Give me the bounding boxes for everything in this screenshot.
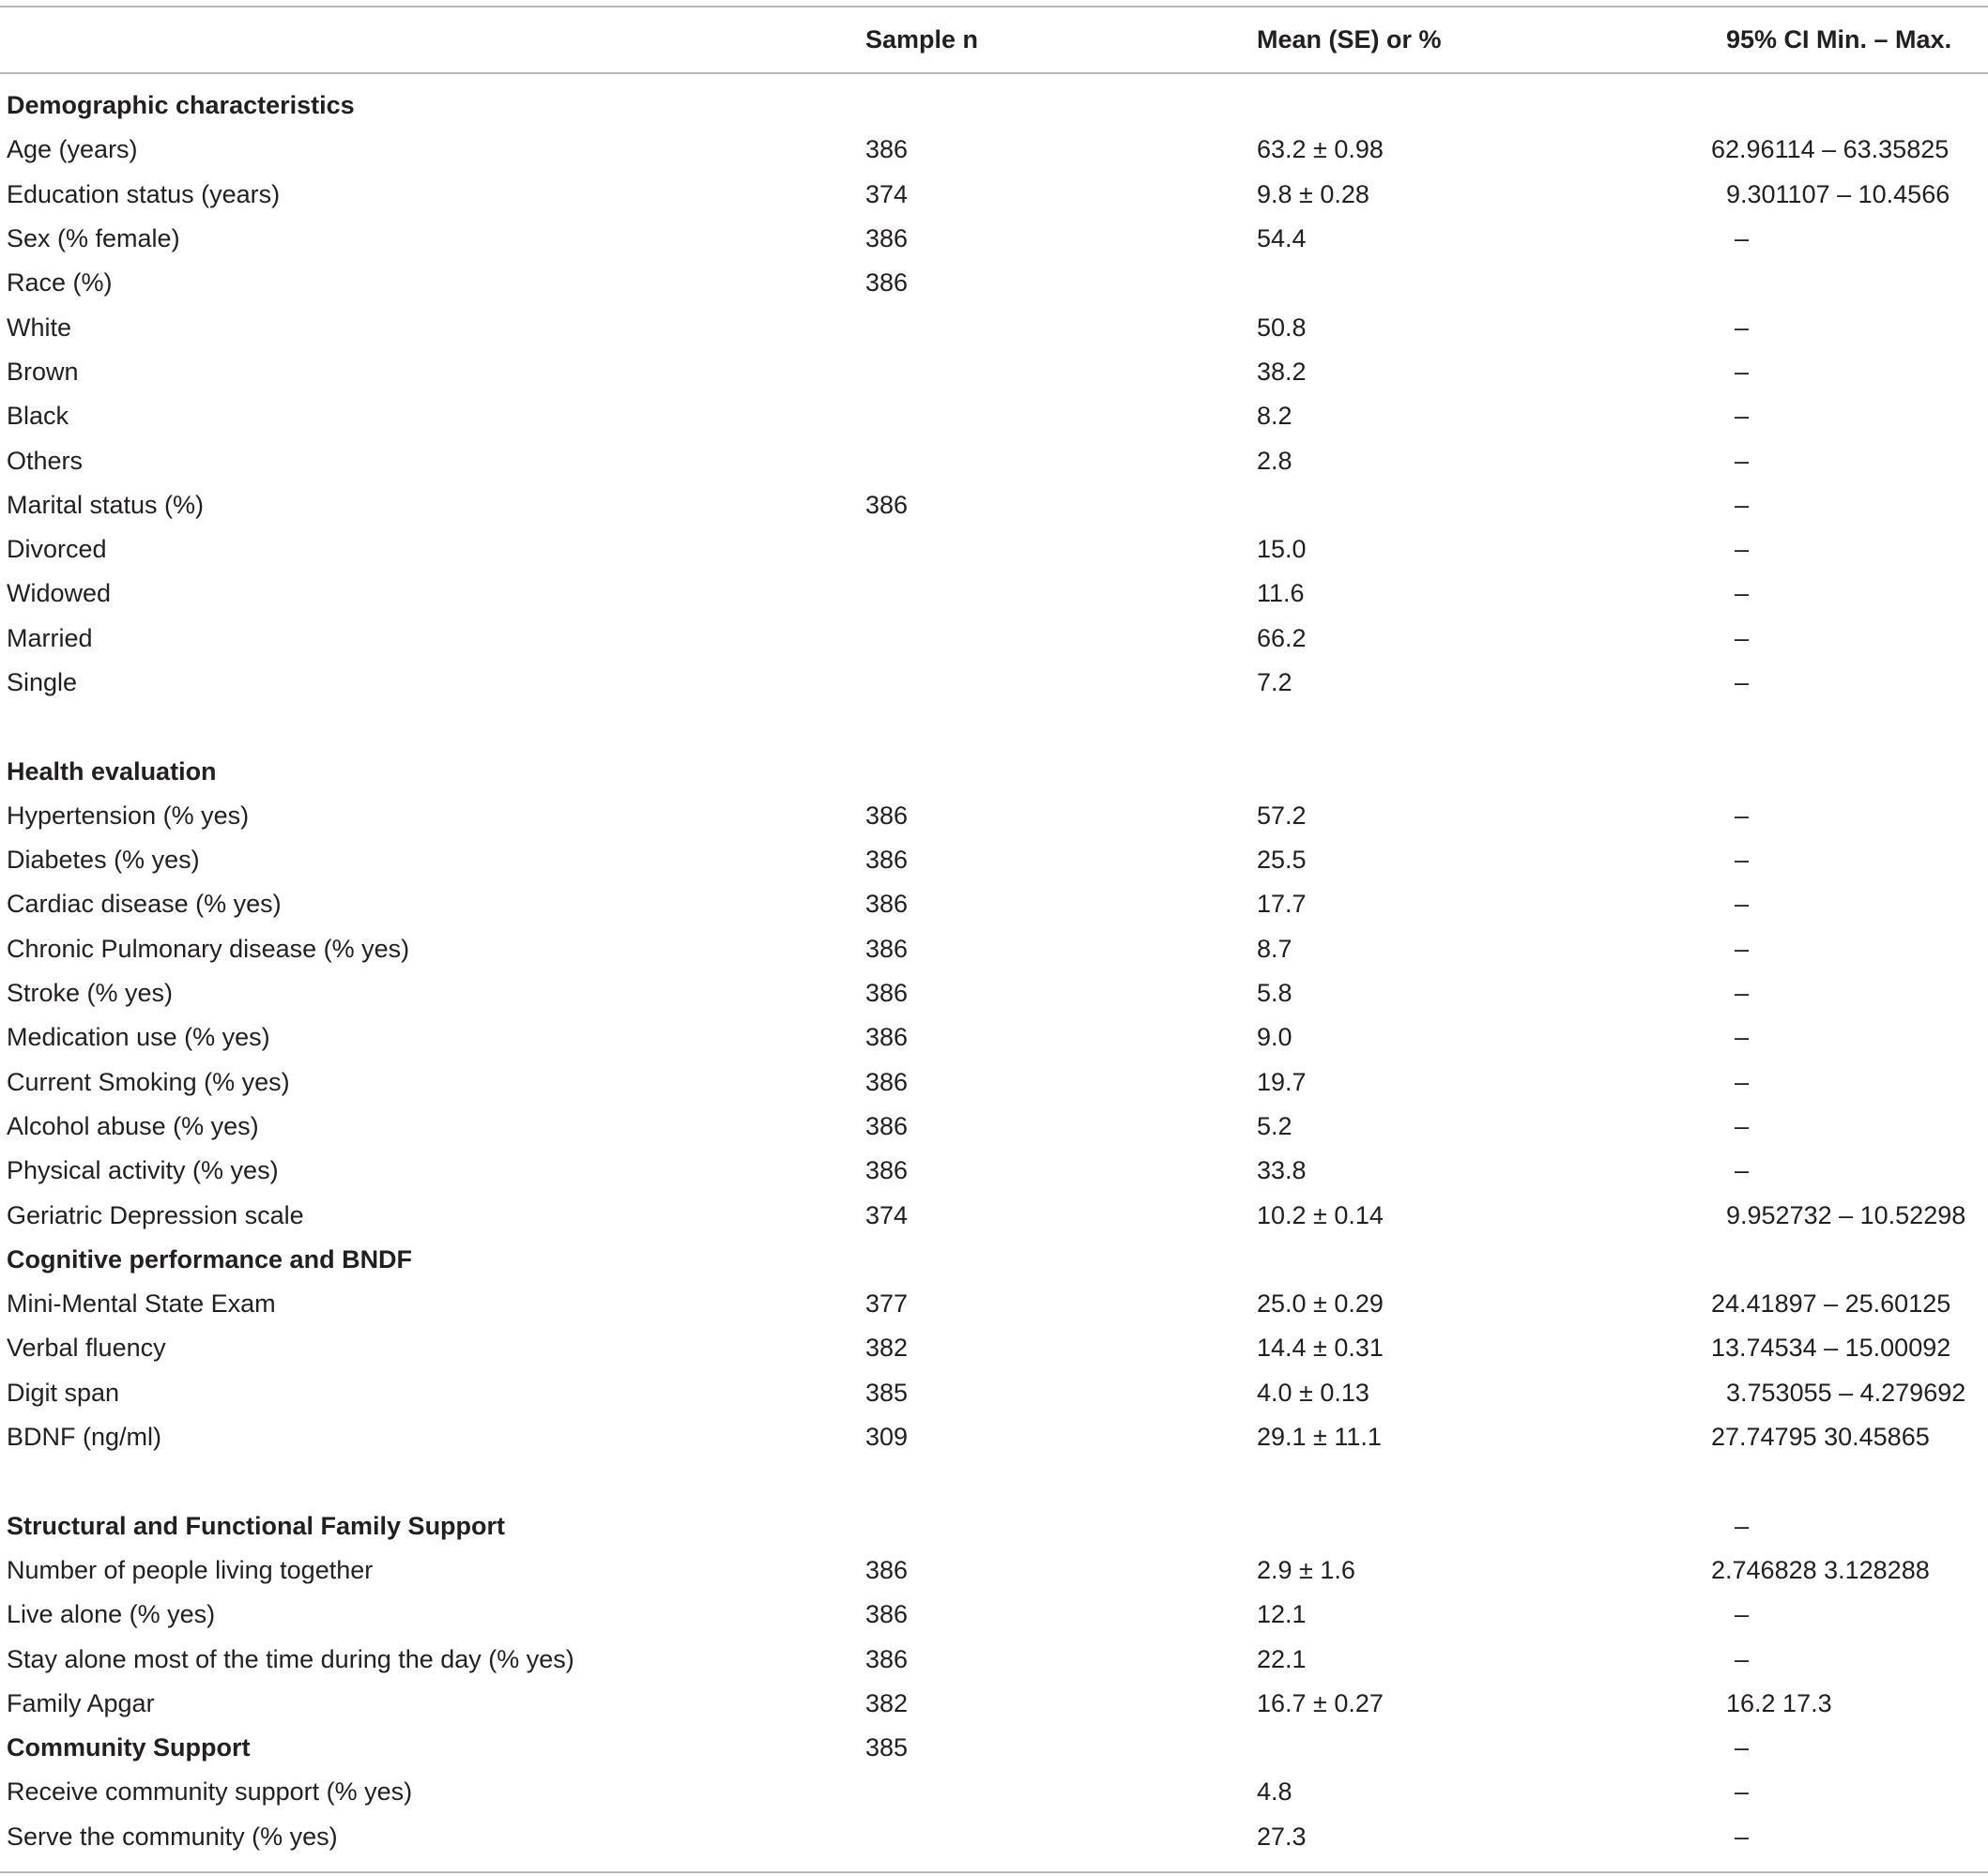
row-label: Live alone (% yes)	[7, 1600, 216, 1629]
sample-n-cell: 386	[865, 1555, 909, 1584]
row-label: BDNF (ng/ml)	[7, 1423, 162, 1452]
ci-cell: –	[1735, 1111, 1750, 1140]
table-row	[0, 971, 1988, 1015]
ci-cell: –	[1735, 1777, 1750, 1807]
mean-cell: 57.2	[1257, 801, 1307, 830]
table-row	[0, 1815, 1988, 1859]
row-label: Verbal fluency	[7, 1334, 166, 1363]
sample-n-cell: 382	[865, 1334, 909, 1363]
sample-n-cell: 386	[865, 1644, 909, 1673]
table-row	[0, 1060, 1988, 1105]
table-row	[0, 261, 1988, 305]
ci-cell: –	[1735, 890, 1750, 919]
table-row	[0, 527, 1988, 572]
mean-cell: 15.0	[1257, 535, 1307, 564]
mean-cell: 22.1	[1257, 1644, 1307, 1673]
mean-cell: 10.2 ± 0.14	[1257, 1200, 1384, 1229]
row-label: Digit span	[7, 1378, 120, 1407]
section-title: Community Support	[7, 1733, 251, 1762]
sample-n-cell: 386	[865, 846, 909, 875]
table-row	[0, 1682, 1988, 1726]
row-label: Number of people living together	[7, 1555, 374, 1584]
sample-n-cell: 309	[865, 1423, 909, 1452]
ci-cell: –	[1735, 979, 1750, 1008]
ci-cell: –	[1735, 446, 1750, 475]
mean-cell: 63.2 ± 0.98	[1257, 135, 1384, 164]
ci-cell: 16.2 17.3	[1726, 1688, 1832, 1717]
ci-cell: –	[1735, 1600, 1750, 1629]
sample-n-cell: 386	[865, 268, 909, 297]
ci-cell: 9.301107 – 10.4566	[1726, 179, 1950, 208]
table-row	[0, 1371, 1988, 1415]
table-row	[0, 927, 1988, 971]
ci-cell: –	[1735, 623, 1750, 652]
sample-n-cell: 386	[865, 934, 909, 963]
section-header	[0, 1504, 1988, 1548]
row-label: Hypertension (% yes)	[7, 801, 250, 830]
ci-cell: 2.746828 3.128288	[1711, 1555, 1930, 1584]
ci-cell: –	[1735, 1023, 1750, 1052]
ci-cell: 62.96114 – 63.35825	[1711, 135, 1950, 164]
row-label: Sex (% female)	[7, 224, 180, 253]
mean-cell: 25.5	[1257, 846, 1307, 875]
mean-cell: 14.4 ± 0.31	[1257, 1334, 1384, 1363]
row-label: Others	[7, 446, 84, 475]
mean-cell: 8.2	[1257, 402, 1292, 431]
mean-cell: 33.8	[1257, 1156, 1307, 1185]
row-label: Medication use (% yes)	[7, 1023, 270, 1052]
section-header	[0, 84, 1988, 128]
table-row	[0, 1149, 1988, 1193]
mean-cell: 19.7	[1257, 1067, 1307, 1096]
sample-n-cell: 374	[865, 179, 909, 208]
table-row	[0, 173, 1988, 217]
mean-cell: 11.6	[1257, 579, 1305, 608]
mean-cell: 7.2	[1257, 668, 1292, 696]
table-row	[0, 1637, 1988, 1681]
sample-n-cell: 386	[865, 490, 909, 519]
ci-cell: –	[1735, 1644, 1750, 1673]
row-label: Diabetes (% yes)	[7, 846, 200, 875]
table-row	[0, 438, 1988, 482]
mean-cell: 29.1 ± 11.1	[1257, 1423, 1382, 1452]
sample-n-cell: 386	[865, 979, 909, 1008]
ci-cell: –	[1735, 490, 1750, 519]
row-label: Race (%)	[7, 268, 113, 297]
mean-cell: 27.3	[1257, 1822, 1307, 1851]
table-rule-bottom	[0, 1871, 1988, 1873]
table-row	[0, 882, 1988, 926]
mean-cell: 4.8	[1257, 1777, 1292, 1807]
ci-cell: –	[1735, 1822, 1750, 1851]
table-row	[0, 794, 1988, 838]
row-label: Stroke (% yes)	[7, 979, 174, 1008]
ci-cell: –	[1735, 1156, 1750, 1185]
section-title: Cognitive performance and BNDF	[7, 1244, 413, 1274]
table-row	[0, 1105, 1988, 1149]
ci-cell: –	[1735, 224, 1750, 253]
row-label: Current Smoking (% yes)	[7, 1067, 290, 1096]
mean-cell: 16.7 ± 0.27	[1257, 1688, 1384, 1717]
row-label: Geriatric Depression scale	[7, 1200, 304, 1229]
sample-n-cell: 386	[865, 890, 909, 919]
table-row	[0, 1326, 1988, 1370]
ci-cell: 13.74534 – 15.00092	[1711, 1334, 1951, 1363]
table-row	[0, 350, 1988, 394]
mean-cell: 2.8	[1257, 446, 1292, 475]
section-header	[0, 749, 1988, 793]
row-label: Physical activity (% yes)	[7, 1156, 279, 1185]
row-label: Married	[7, 623, 93, 652]
sample-n-cell: 386	[865, 801, 909, 830]
ci-cell: –	[1735, 579, 1750, 608]
sample-n-cell: 374	[865, 1200, 909, 1229]
table-rule-header	[0, 72, 1988, 74]
table-row	[0, 128, 1988, 172]
row-label: White	[7, 313, 72, 342]
row-label: Chronic Pulmonary disease (% yes)	[7, 934, 410, 963]
section-header	[0, 1238, 1988, 1282]
mean-cell: 2.9 ± 1.6	[1257, 1555, 1355, 1584]
ci-cell: 27.74795 30.45865	[1711, 1423, 1930, 1452]
mean-cell: 5.2	[1257, 1111, 1292, 1140]
sample-n-cell: 386	[865, 1156, 909, 1185]
table-row	[0, 572, 1988, 616]
table-header	[0, 8, 1988, 72]
row-label: Serve the community (% yes)	[7, 1822, 338, 1851]
row-label: Age (years)	[7, 135, 138, 164]
row-label: Single	[7, 668, 78, 696]
mean-cell: 50.8	[1257, 313, 1307, 342]
row-label: Black	[7, 402, 69, 431]
sample-n-cell: 385	[865, 1733, 909, 1762]
table-row	[0, 1282, 1988, 1326]
sample-n-cell: 385	[865, 1378, 909, 1407]
mean-cell: 66.2	[1257, 623, 1307, 652]
ci-cell: –	[1735, 1511, 1750, 1540]
table-body	[0, 84, 1988, 1859]
mean-cell: 9.8 ± 0.28	[1257, 179, 1369, 208]
row-label: Receive community support (% yes)	[7, 1777, 413, 1807]
row-label: Alcohol abuse (% yes)	[7, 1111, 259, 1140]
section-title: Structural and Functional Family Support	[7, 1511, 506, 1540]
table-row	[0, 661, 1988, 705]
row-label: Family Apgar	[7, 1688, 155, 1717]
ci-cell: –	[1735, 1733, 1750, 1762]
row-label: Education status (years)	[7, 179, 281, 208]
table-row	[0, 305, 1988, 349]
row-label: Marital status (%)	[7, 490, 205, 519]
sample-n-cell: 386	[865, 1023, 909, 1052]
table-row	[0, 1415, 1988, 1459]
mean-cell: 8.7	[1257, 934, 1292, 963]
sample-n-cell: 377	[865, 1289, 909, 1319]
row-label: Mini-Mental State Exam	[7, 1289, 276, 1319]
mean-cell: 12.1	[1257, 1600, 1307, 1629]
ci-cell: –	[1735, 357, 1750, 386]
ci-cell: –	[1735, 846, 1750, 875]
row-label: Stay alone most of the time during the day (% yes)	[7, 1644, 574, 1673]
ci-cell: –	[1735, 934, 1750, 963]
sample-n-cell: 386	[865, 1067, 909, 1096]
mean-cell: 54.4	[1257, 224, 1307, 253]
table-row	[0, 1015, 1988, 1060]
sample-n-cell: 386	[865, 135, 909, 164]
mean-cell: 5.8	[1257, 979, 1292, 1008]
sample-n-cell: 382	[865, 1688, 909, 1717]
table-row	[0, 617, 1988, 661]
ci-cell: 24.41897 – 25.60125	[1711, 1289, 1951, 1319]
section-title: Health evaluation	[7, 756, 217, 785]
ci-cell: –	[1735, 1067, 1750, 1096]
table-row	[0, 838, 1988, 882]
sample-n-cell: 386	[865, 224, 909, 253]
table-row	[0, 217, 1988, 261]
ci-cell: 9.952732 – 10.52298	[1726, 1200, 1966, 1229]
table-row	[0, 1593, 1988, 1637]
row-label: Cardiac disease (% yes)	[7, 890, 282, 919]
section-title: Demographic characteristics	[7, 91, 355, 120]
mean-cell: 17.7	[1257, 890, 1307, 919]
row-label: Widowed	[7, 579, 112, 608]
mean-cell: 4.0 ± 0.13	[1257, 1378, 1369, 1407]
mean-cell: 9.0	[1257, 1023, 1292, 1052]
ci-cell: –	[1735, 668, 1750, 696]
table-row	[0, 1548, 1988, 1593]
column-header-mean: Mean (SE) or %	[1257, 25, 1442, 53]
sample-n-cell: 386	[865, 1111, 909, 1140]
column-header-sample-n: Sample n	[865, 25, 979, 53]
row-label: Divorced	[7, 535, 107, 564]
ci-cell: –	[1735, 402, 1750, 431]
table-row	[0, 394, 1988, 438]
mean-cell: 38.2	[1257, 357, 1307, 386]
row-label: Brown	[7, 357, 79, 386]
ci-cell: 3.753055 – 4.279692	[1726, 1378, 1966, 1407]
table-row	[0, 1193, 1988, 1237]
sample-n-cell: 386	[865, 1600, 909, 1629]
ci-cell: –	[1735, 801, 1750, 830]
section-header	[0, 1726, 1988, 1770]
mean-cell: 25.0 ± 0.29	[1257, 1289, 1384, 1319]
ci-cell: –	[1735, 313, 1750, 342]
table-row	[0, 483, 1988, 527]
ci-cell: –	[1735, 535, 1750, 564]
column-header-ci: 95% CI Min. – Max.	[1726, 25, 1952, 53]
table-row	[0, 1770, 1988, 1814]
